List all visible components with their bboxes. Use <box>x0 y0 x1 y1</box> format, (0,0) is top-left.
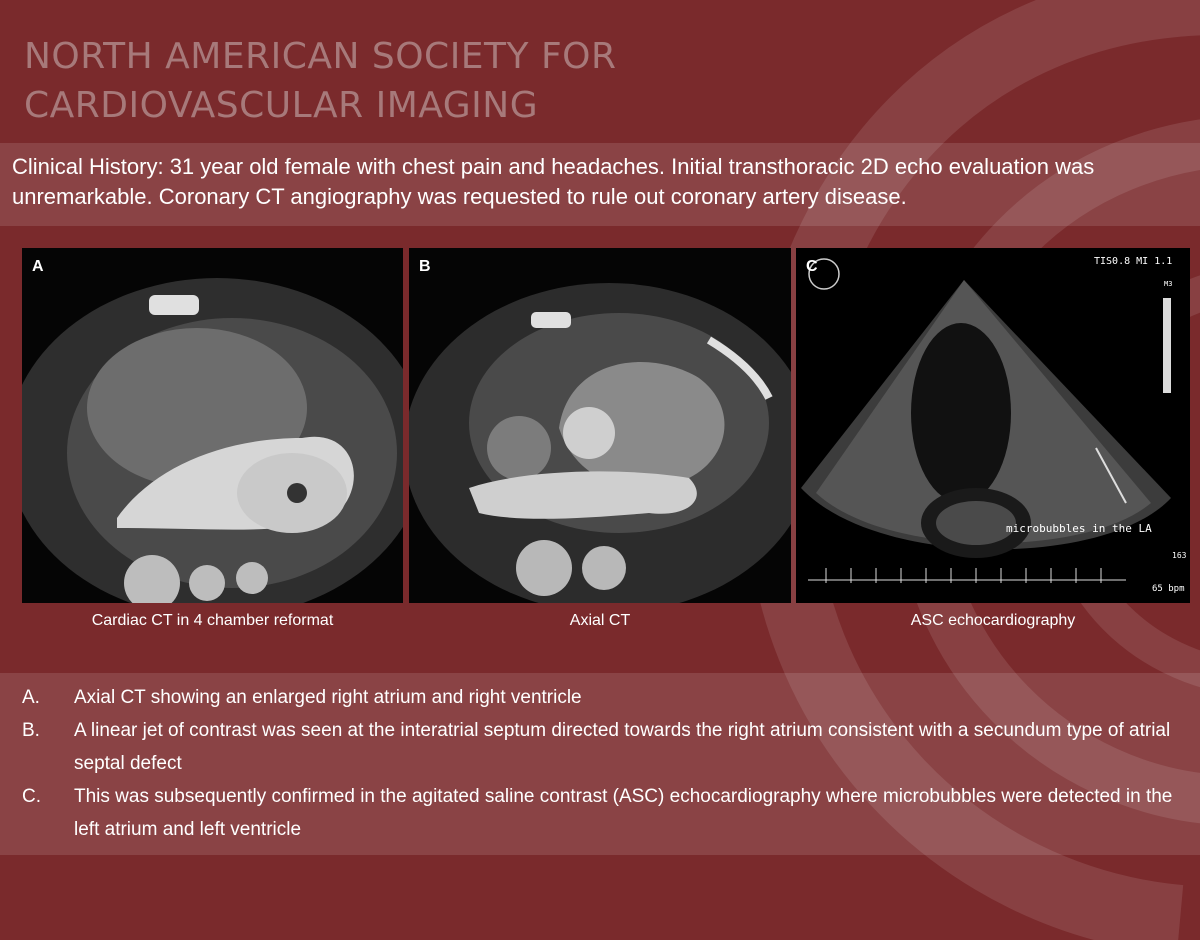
finding-item-c <box>22 780 1182 846</box>
axial-ct-image <box>409 248 791 603</box>
findings-list <box>22 681 1182 846</box>
panel-b-letter: B <box>419 258 431 275</box>
panel-a-letter: A <box>32 258 44 275</box>
echo-annotation-text: microbubbles in the LA <box>1006 522 1152 535</box>
panel-a-caption: Cardiac CT in 4 chamber reformat <box>91 612 334 629</box>
finding-text: This was subsequently confirmed in the agitated saline contrast (ASC) echocardiography where microbubbles were detected in the left atrium and left ventricle <box>74 786 1173 840</box>
echo-settings-text: TIS0.8 MI 1.1 <box>1094 256 1173 267</box>
ct-four-chamber-image <box>22 248 403 603</box>
panel-c-caption: ASC echocardiography <box>910 612 1076 629</box>
echo-scale-label: M3 <box>1164 280 1173 288</box>
finding-marker: C. <box>22 786 41 807</box>
panel-b-image <box>409 248 791 603</box>
clinical-history-text: Clinical History: 31 year old female with chest pain and headaches. Initial transthoracic 2D echo evaluation was unremarkable. Coronary CT angiography was requested to rule out coronary artery disease. <box>12 154 1095 209</box>
panel-a-image <box>22 248 403 603</box>
echo-heart-rate: 65 bpm <box>1152 584 1185 594</box>
panel-c-image <box>796 248 1190 603</box>
panel-b-caption: Axial CT <box>569 612 631 629</box>
finding-text: A linear jet of contrast was seen at the interatrial septum directed towards the right atrium consistent with a secundum type of atrial septal defect <box>74 720 1171 774</box>
finding-marker: B. <box>22 720 40 741</box>
finding-item-a <box>22 681 1182 714</box>
finding-text: Axial CT showing an enlarged right atrium and right ventricle <box>74 687 582 708</box>
echocardiography-image <box>796 248 1190 603</box>
finding-item-b <box>22 714 1182 780</box>
panel-c-letter: C <box>806 258 818 275</box>
organization-title-line1: NORTH AMERICAN SOCIETY FOR <box>24 36 617 77</box>
organization-title-line2: CARDIOVASCULAR IMAGING <box>24 85 539 126</box>
finding-marker: A. <box>22 687 40 708</box>
organization-title <box>24 32 617 130</box>
echo-depth-label: 163 <box>1172 551 1187 560</box>
